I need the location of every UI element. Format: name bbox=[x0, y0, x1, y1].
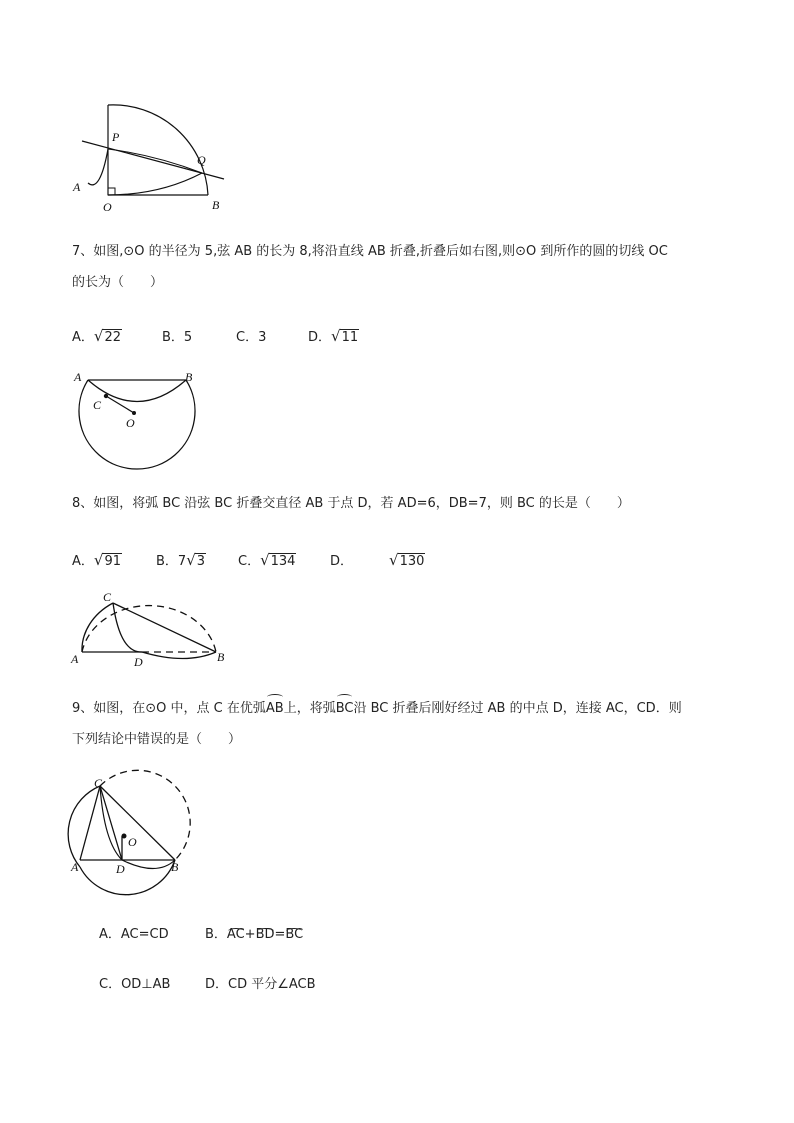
option-9c[interactable]: C．OD⊥AB bbox=[99, 977, 171, 992]
question-9-line1: 9、如图，在⊙O 中，点 C 在优弧AB上，将弧BC沿 BC 折叠后刚好经过 AB 的中点 D，连接 AC，CD．则 bbox=[72, 693, 732, 724]
sqrt-symbol: √ bbox=[93, 551, 104, 569]
label-A: A bbox=[73, 180, 81, 194]
sqrt-symbol: √ bbox=[186, 551, 196, 569]
label-B: B bbox=[185, 370, 193, 384]
option-7b[interactable]: B．5 bbox=[162, 330, 193, 345]
question-8 bbox=[72, 488, 732, 519]
figure-q9 bbox=[62, 772, 197, 882]
option-9d[interactable]: D．CD 平分∠ACB bbox=[205, 977, 316, 992]
quarter-circle-diagram bbox=[60, 95, 240, 220]
label-A: A bbox=[71, 652, 79, 666]
sqrt-symbol: √ bbox=[389, 551, 399, 569]
option-8c[interactable]: C．√134 bbox=[238, 551, 296, 569]
option-9b[interactable]: B．AC+BD=BC bbox=[205, 927, 304, 942]
label-D: D bbox=[134, 655, 143, 669]
label-O: O bbox=[126, 416, 135, 430]
figure-q6 bbox=[60, 95, 240, 220]
label-B: B bbox=[212, 198, 220, 212]
folded-semicircle-diagram bbox=[66, 585, 241, 670]
label-B: B bbox=[171, 860, 179, 874]
sqrt-symbol: √ bbox=[93, 327, 104, 345]
option-9a[interactable]: A．AC=CD bbox=[99, 927, 169, 942]
question-7 bbox=[72, 236, 732, 298]
question-9-options bbox=[99, 923, 399, 1003]
label-A: A bbox=[74, 370, 82, 384]
question-9-line2: 下列结论中错误的是（ ） bbox=[72, 732, 242, 747]
sqrt-symbol: √ bbox=[331, 327, 341, 345]
question-9 bbox=[72, 693, 732, 755]
label-C: C bbox=[94, 776, 103, 790]
label-A: A bbox=[71, 860, 79, 874]
label-P: P bbox=[112, 130, 120, 144]
question-7-line2: 的长为（ ） bbox=[72, 275, 164, 290]
folded-circle-diagram bbox=[66, 365, 206, 480]
label-O: O bbox=[103, 200, 112, 214]
option-7a[interactable]: A．√22 bbox=[72, 327, 122, 345]
label-B: B bbox=[217, 650, 225, 664]
option-7c[interactable]: C．3 bbox=[236, 330, 267, 345]
label-C: C bbox=[103, 590, 112, 604]
option-8a[interactable]: A．√91 bbox=[72, 551, 122, 569]
label-D: D bbox=[116, 862, 125, 876]
figure-q8 bbox=[66, 585, 241, 670]
label-O: O bbox=[128, 835, 137, 849]
label-C: C bbox=[93, 398, 102, 412]
sqrt-symbol: √ bbox=[260, 551, 270, 569]
option-7d[interactable]: D．√11 bbox=[308, 327, 359, 345]
circle-fold-diagram bbox=[62, 772, 197, 882]
figure-q7 bbox=[66, 365, 206, 480]
question-7-line1: 7、如图,⊙O 的半径为 5,弦 AB 的长为 8,将沿直线 AB 折叠,折叠后如右图,则⊙O 到所作的圆的切线 OC bbox=[72, 244, 668, 259]
option-8b[interactable]: B．7√3 bbox=[156, 551, 206, 569]
question-8-text: 8、如图，将弧 BC 沿弦 BC 折叠交直径 AB 于点 D，若 AD=6，DB=7，则 BC 的长是（ ） bbox=[72, 496, 630, 511]
arc-AB: AB bbox=[266, 693, 284, 724]
option-8d[interactable]: D． √130 bbox=[330, 551, 425, 569]
label-Q: Q bbox=[197, 153, 206, 167]
arc-BC: BC bbox=[336, 693, 354, 724]
